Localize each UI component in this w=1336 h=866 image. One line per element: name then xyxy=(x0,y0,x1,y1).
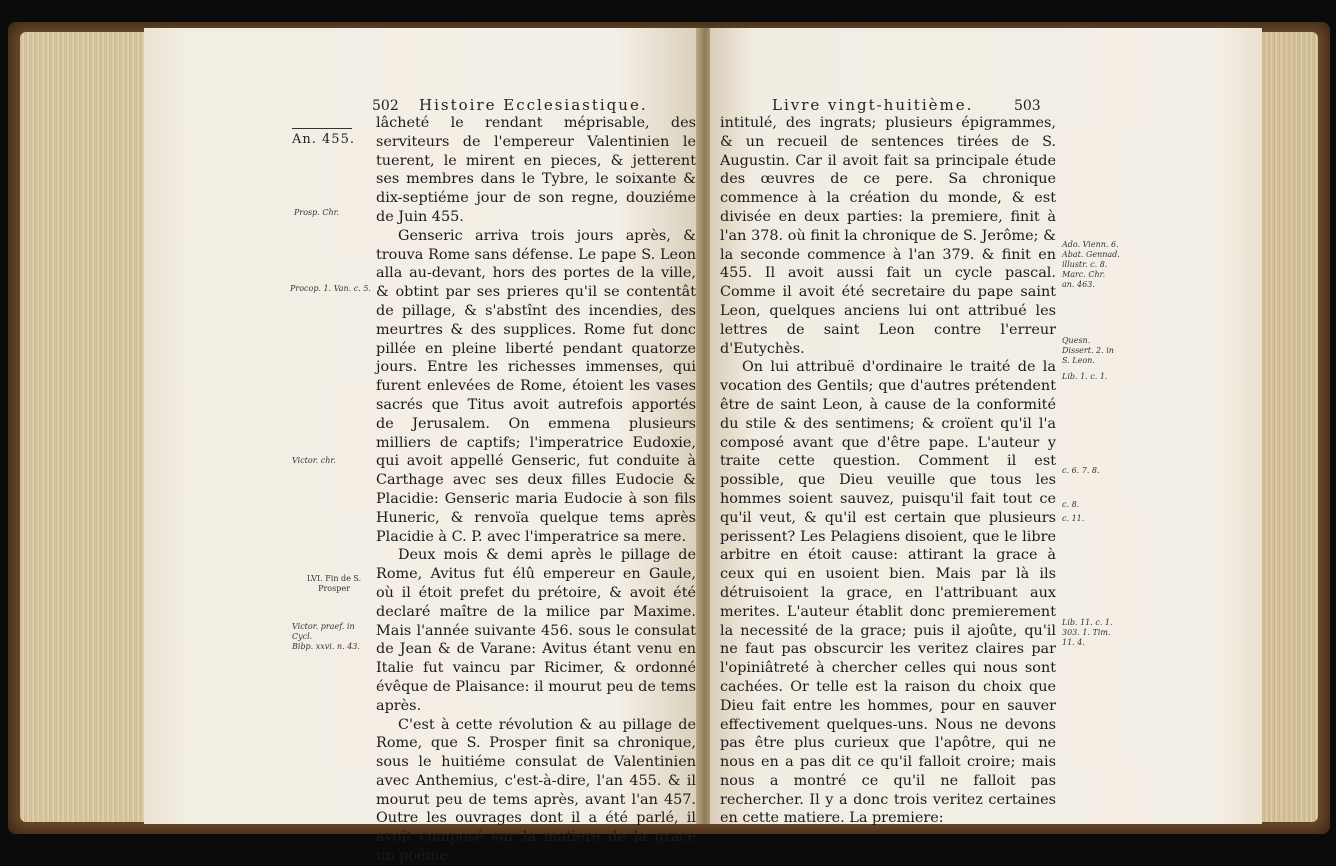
margin-note-victor-praef: Victor. praef. in Cycl. xyxy=(292,622,355,641)
margin-note-lvi: LVI. Fin de S. Prosper xyxy=(306,574,362,593)
margin-note-lib1: Lib. 1. c. 1. xyxy=(1062,372,1108,381)
left-paragraph: Genseric arriva trois jours après, & trouva Rome sans défense. Le pape S. Leon alla au-devant, hors des portes de la ville, & obtint par ses prieres qu'il se contentât de pillage, & s'abstînt des incendies, des meurtres & des supplices. Rome fut donc pillée en pleine liberté pendant quatorze jours. Entre les richesses immenses, qui furent enlevées de Rome, étoient les vases sacrés que Titus avoit autrefois apportés de Jerusalem. On emmena plusieurs milliers de captifs; l'imperatrice Eudoxie, qui avoit appellé Genseric, fut conduite à Carthage avec ses deux filles Eudocie & Placidie: Genseric maria Eudocie à son fils Huneric, & renvoïa quelque tems après Placidie à C. P. avec l'imperatrice sa mere. xyxy=(376,227,696,545)
left-page-edges xyxy=(20,32,158,822)
year-marker: An. 455. xyxy=(292,132,355,147)
left-paragraph: C'est à cette révolution & au pillage de Rome, que S. Prosper finit sa chronique, sous le huitiéme consulat de Valentinien avec Anthemius, c'est-à-dire, l'an 455. & il mourut peu de tems après, avant l'an 457. Outre les ouvrages dont il a été parlé, il avoit composé sur la matiere de la grace un poëme xyxy=(376,716,696,865)
margin-note-c11: c. 11. xyxy=(1062,514,1085,523)
year-rule xyxy=(292,128,352,129)
margin-note-c8: c. 8. xyxy=(1062,500,1080,509)
left-page xyxy=(144,28,700,865)
margin-note-c67: c. 6. 7. 8. xyxy=(1062,466,1100,475)
margin-note-prosp: Prosp. Chr. xyxy=(294,208,340,217)
right-paragraph: On lui attribuë d'ordinaire le traité de la vocation des Gentils; que d'autres prétendent être de saint Leon, à cause de la conformité du stile & des sentimens; & croïent qu'il l'a composé avant que d'être pape. L'auteur y traite cette question. Comment il est possible, que Dieu veuille que tous les hommes soient sauvez, puisqu'il fait tout ce qu'il veut, & qu'il est certain que plusieurs perissent? Les Pelagiens disoient, que le libre arbitre en étoit cause: attirant la grace à ceux qui en usoient bien. Mais par là ils détruisoient la grace, en l'attribuant aux merites. L'auteur établit donc premierement la necessité de la grace; puis il ajoûte, qu'il ne faut pas obscurcir les veritez claires par l'opiniâtreté à chercher celles qui nous sont cachées. Or telle est la raison du choix que Dieu fait entre les hommes, pour en sauver effectivement quelques-uns. Nous ne devons pas être plus curieux que l'apôtre, qui ne nous en a pas dit ce qu'il falloit croire; mais nous a montré ce qu'il ne falloit pas rechercher. Il y a donc trois veritez certaines en cette matiere. La premiere: xyxy=(720,359,1056,827)
left-running-header xyxy=(372,96,648,114)
right-page-number: 503 xyxy=(1013,98,1041,114)
margin-note-victor: Victor. chr. xyxy=(292,456,336,465)
left-page-number: 502 xyxy=(372,98,399,114)
left-paragraph: Deux mois & demi après le pillage de Rome, Avitus fut élû empereur en Gaule, où il étoit prefet du prétoire, & avoit été declaré maître de la milice par Maxime. Mais l'année suivante 456. sous le consulat de Jean & de Varane: Avitus étant venu en Italie fut vaincu par Ricimer, & ordonné évêque de Plaisance: il mourut peu de tems après. xyxy=(376,547,696,714)
open-book xyxy=(8,22,1330,865)
margin-note-procop: Procop. 1. Van. c. 5. xyxy=(290,284,371,293)
right-paragraph: intitulé, des ingrats; plusieurs épigrammes, & un recueil de sentences tirées de S. Augustin. Car il avoit fait sa principale étude des œuvres de ce pere. Sa chronique commence à la création du monde, & est divisée en deux parties: la premiere, finit à l'an 378. où finit la chronique de S. Jerôme; & la seconde commence à l'an 379. & finit en 455. Il avoit aussi fait un cycle pascal. Comme il avoit été secretaire du pape saint Leon, quelques anciens lui ont attribué les lettres de saint Leon contre l'erreur d'Eutychès. xyxy=(720,115,1056,357)
left-body-text xyxy=(376,114,696,866)
left-paragraph: lâcheté le rendant méprisable, des serviteurs de l'empereur Valentinien le tuerent, le mirent en pieces, & jetterent ses membres dans le Tybre, le soixante & dix-septiéme jour de son regne, douziéme de Juin 455. xyxy=(376,115,696,225)
right-header-title: Livre vingt-huitième. xyxy=(772,96,974,114)
right-page-edges xyxy=(1258,32,1318,822)
left-header-title: Histoire Ecclesiastique. xyxy=(419,96,648,114)
right-running-header xyxy=(772,96,1041,114)
right-body-text xyxy=(720,114,1056,828)
margin-note-lib2: Lib. 11. c. 1. 303. 1. Tim. 11. 4. xyxy=(1062,618,1113,647)
right-page xyxy=(710,28,1262,827)
margin-note-quesn: Quesn. Dissert. 2. in S. Leon. xyxy=(1062,336,1114,365)
margin-note-ado: Ado. Vienn. 6. Abat. Gennad. illustr. c. 8. Marc. Chr. an. 463. xyxy=(1062,240,1120,289)
margin-note-bib: Bibp. xxvi. n. 43. xyxy=(292,642,360,651)
